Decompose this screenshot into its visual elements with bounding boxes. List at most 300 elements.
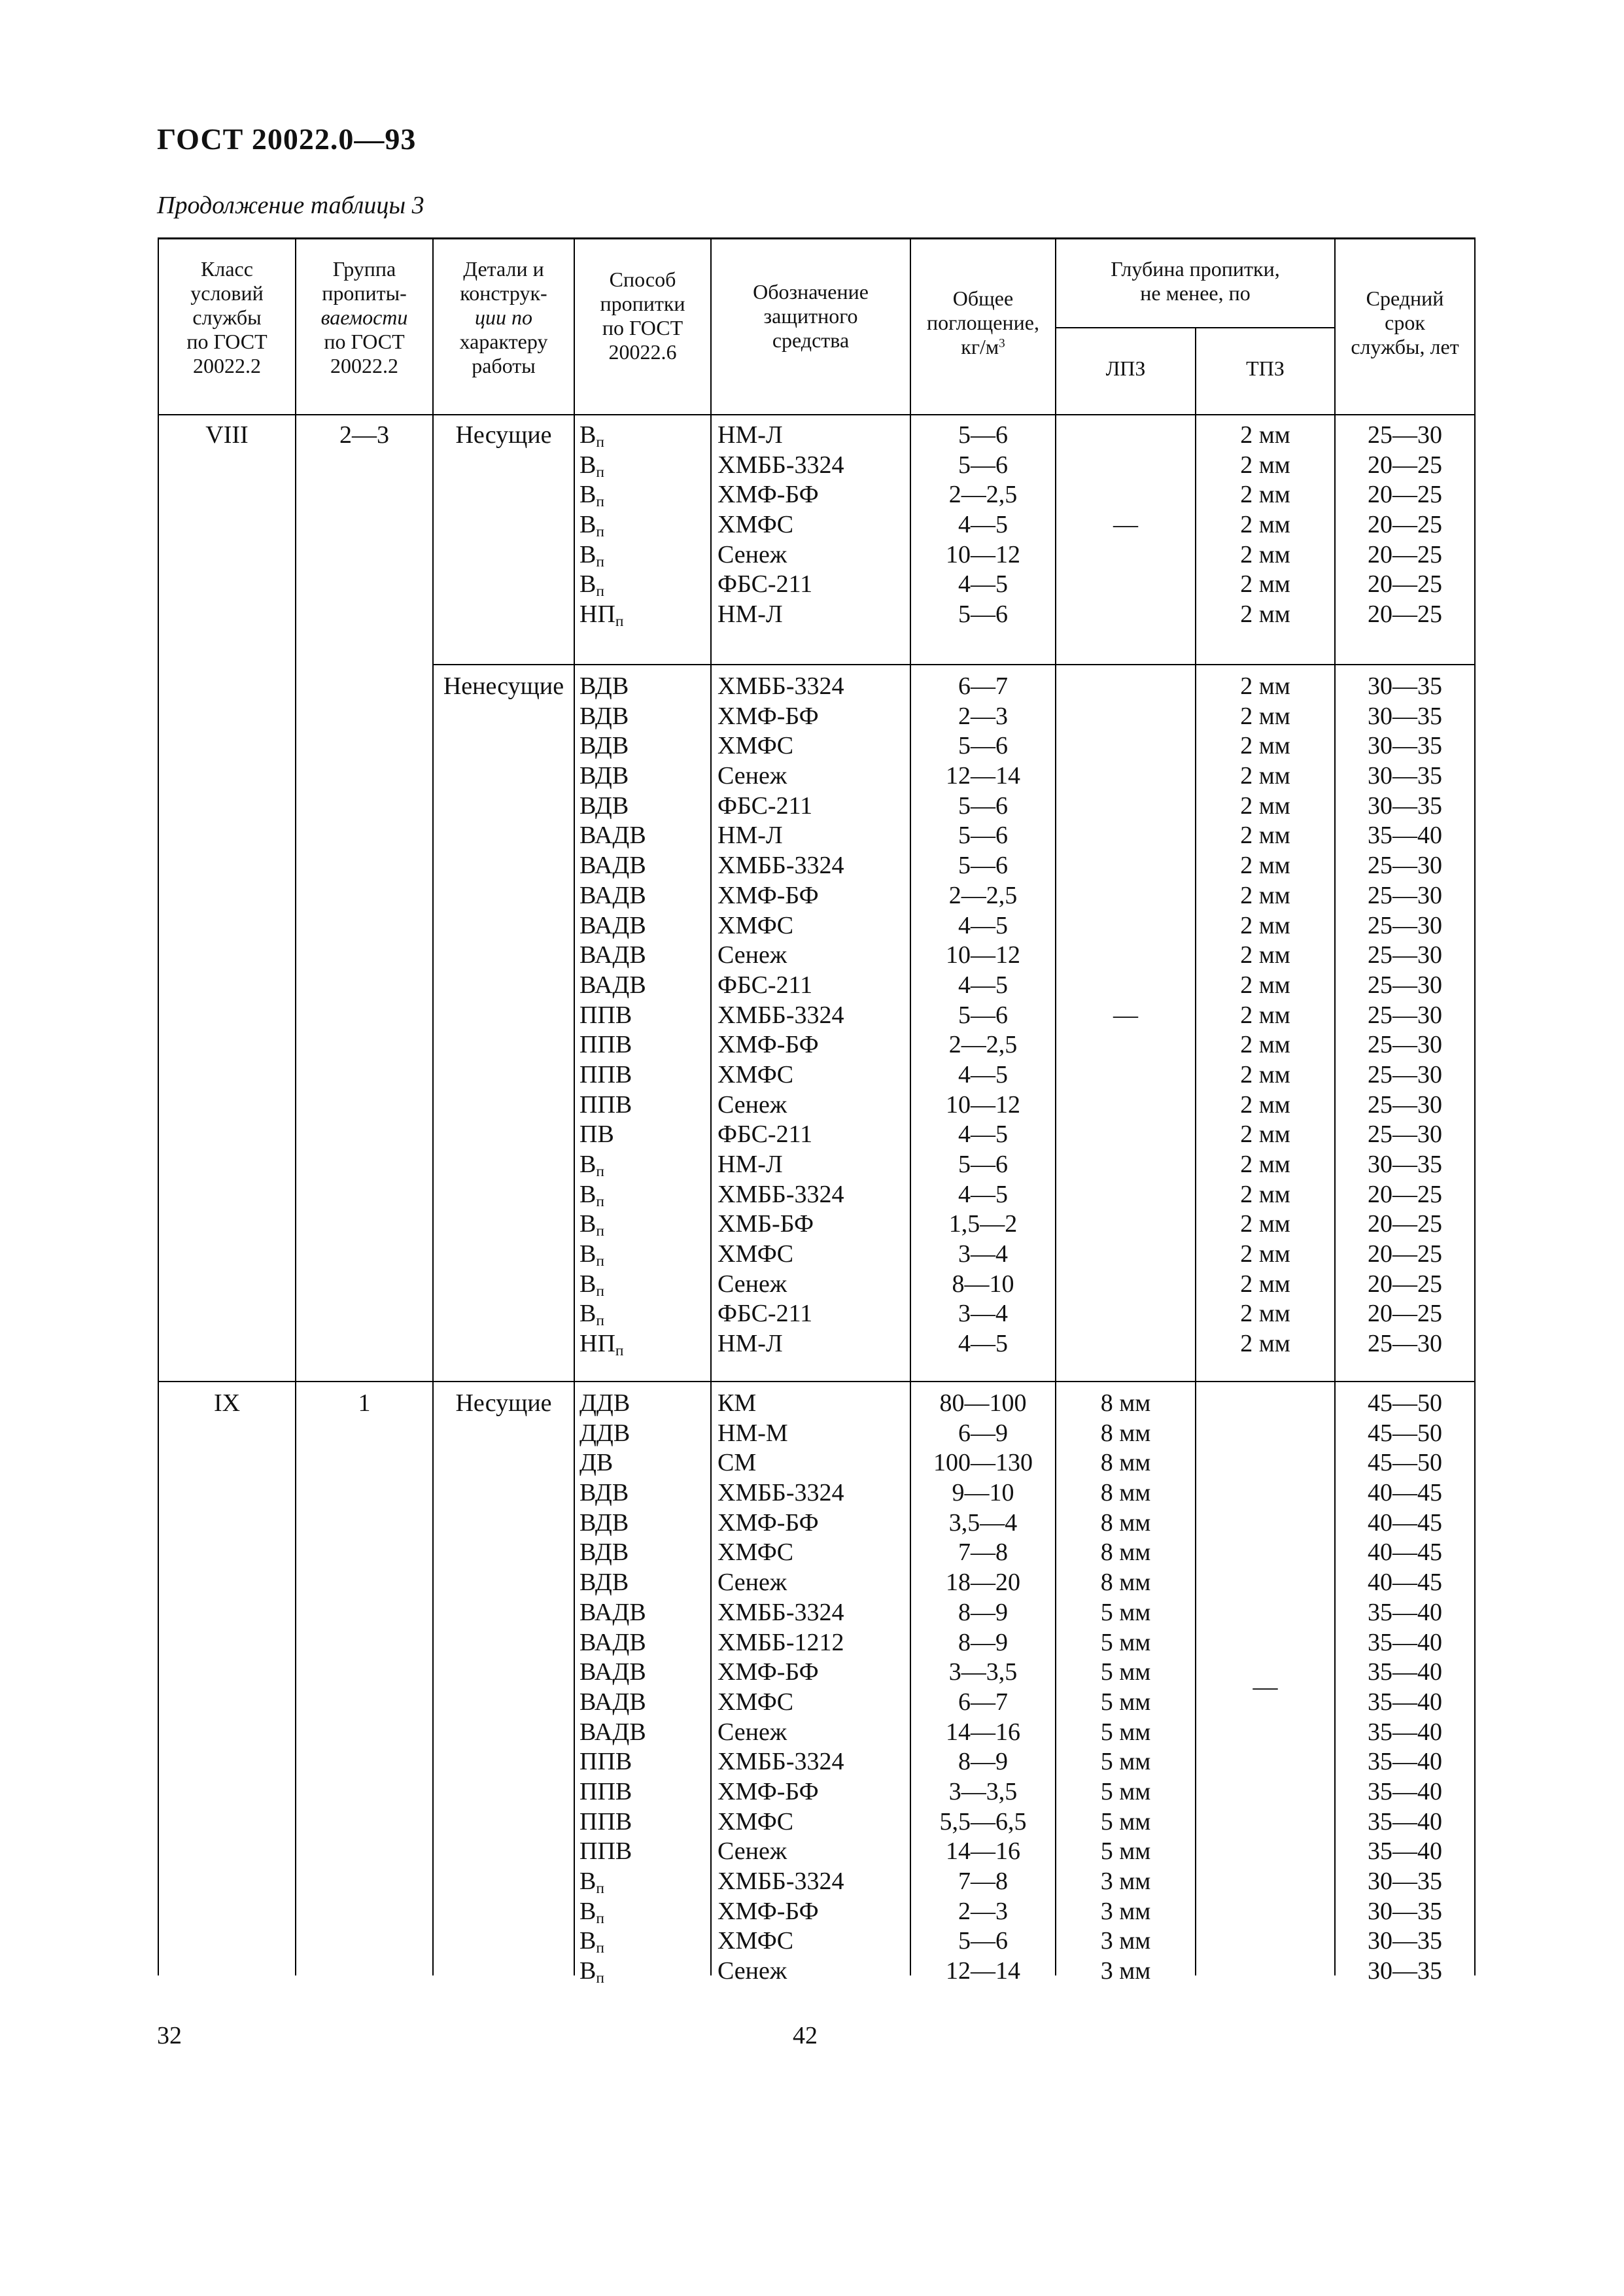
table-cell — [579, 851, 710, 881]
cell-text: 2 мм — [1240, 822, 1290, 850]
table-cell — [911, 1030, 1055, 1060]
table-cell — [1336, 1478, 1474, 1508]
cell-text: 45—50 — [1368, 1419, 1442, 1447]
table-cell — [1336, 1568, 1474, 1598]
table-cell — [911, 1718, 1055, 1748]
table-cell — [1196, 1747, 1334, 1777]
table-cell — [717, 1598, 910, 1628]
table-cell — [1056, 1419, 1195, 1449]
table-cell — [1196, 1419, 1334, 1449]
table-caption: Продолжение таблицы 3 — [157, 192, 424, 219]
table-cell — [1336, 1448, 1474, 1478]
table-cell — [1196, 1867, 1334, 1897]
header-depth — [1056, 252, 1334, 311]
cell-text: ХМБ-БФ — [717, 1210, 814, 1238]
cell-text: 5 мм — [1100, 1598, 1151, 1626]
table-cell — [911, 1299, 1055, 1329]
cell-text: ФБС-211 — [717, 791, 813, 820]
cell-text: 20—25 — [1368, 451, 1442, 479]
table-cell — [717, 1957, 910, 1987]
table-cell — [1196, 1628, 1334, 1658]
cell-text: В — [579, 570, 596, 599]
cell-text: 6—7 — [958, 672, 1008, 700]
table-cell — [911, 1598, 1055, 1628]
cell-text: 2 мм — [1240, 881, 1290, 909]
cell-text: ВДВ — [579, 1508, 629, 1537]
method-subscript: п — [596, 523, 604, 540]
table-cell — [911, 672, 1055, 702]
section-1-col-d — [717, 672, 910, 1359]
col-line-4 — [710, 237, 712, 1975]
table-cell — [1056, 881, 1195, 911]
table-cell — [717, 761, 910, 791]
cell-text: ХМФ-БФ — [717, 1897, 819, 1925]
cell-text: 25—30 — [1368, 421, 1442, 449]
table-cell — [579, 911, 710, 941]
cell-text: 2—2,5 — [948, 481, 1018, 509]
table-cell — [911, 851, 1055, 881]
cell-text: ХМФС — [717, 1060, 794, 1088]
header-details-l4: характеру — [459, 329, 548, 353]
table-cell — [911, 1001, 1055, 1031]
table-cell — [1056, 1478, 1195, 1508]
method-subscript: п — [596, 1192, 604, 1210]
table-cell — [579, 1718, 710, 1748]
table-cell — [717, 672, 910, 702]
header-details-l5: работы — [472, 353, 536, 377]
cell-text: 12—14 — [946, 762, 1020, 790]
cell-text: 25—30 — [1368, 941, 1442, 969]
table-cell — [579, 1538, 710, 1568]
table-cell — [1196, 480, 1334, 510]
table-cell — [1336, 1867, 1474, 1897]
cell-text: 2 мм — [1240, 1031, 1290, 1059]
method-subscript: п — [615, 1342, 624, 1359]
cell-text: 5,5—6,5 — [939, 1807, 1027, 1835]
table-cell — [911, 1807, 1055, 1837]
cell-text: 2 мм — [1240, 732, 1290, 760]
table-cell — [1056, 821, 1195, 851]
cell-text: 30—35 — [1368, 1957, 1442, 1985]
header-details-l2: конструк- — [460, 281, 547, 305]
cell-text: 2 мм — [1240, 702, 1290, 730]
table-cell — [911, 1897, 1055, 1927]
table-cell — [717, 540, 910, 570]
method-subscript: п — [596, 553, 604, 570]
cell-text: Сенеж — [717, 1090, 787, 1119]
cell-text: ХМФС — [717, 1539, 794, 1567]
table-cell — [1196, 1478, 1334, 1508]
cell-text: 5—6 — [958, 732, 1008, 760]
cell-text: 5—6 — [958, 1001, 1008, 1029]
section-detail-2: Несущие — [455, 1389, 552, 1417]
section-2-col-m — [579, 1389, 710, 1987]
cell-text: Сенеж — [717, 1270, 787, 1298]
cell-text: 8 мм — [1100, 1449, 1151, 1477]
cell-text: ВАДВ — [579, 911, 646, 939]
cell-text: 5 мм — [1100, 1748, 1151, 1776]
cell-text: ДВ — [579, 1449, 613, 1477]
table-cell — [1196, 1897, 1334, 1927]
cell-text: 25—30 — [1368, 1060, 1442, 1088]
cell-text: 10—12 — [946, 540, 1020, 568]
header-life-l3: службы, лет — [1351, 334, 1459, 358]
col-line-1 — [295, 237, 296, 1975]
cell-text: КМ — [717, 1389, 757, 1417]
cell-text: В — [579, 1927, 596, 1955]
cell-text: 25—30 — [1368, 1330, 1442, 1358]
cell-text: ХМФ-БФ — [717, 1508, 819, 1537]
cell-text: В — [579, 1957, 596, 1985]
cell-text: ХМФС — [717, 732, 794, 760]
col-line-3 — [574, 237, 575, 1975]
cell-text: Сенеж — [717, 1718, 787, 1746]
cell-text: 40—45 — [1368, 1479, 1442, 1507]
method-subscript: п — [596, 1223, 604, 1240]
cell-text: 5—6 — [958, 1927, 1008, 1955]
table-cell — [1336, 941, 1474, 971]
cell-text: 12—14 — [946, 1957, 1020, 1985]
header-details-l3: ции по — [475, 305, 532, 329]
table-cell — [911, 881, 1055, 911]
cell-text: 2—3 — [958, 1897, 1008, 1925]
table-cell — [1336, 1090, 1474, 1121]
section-1-col-t — [1196, 672, 1334, 1359]
table-cell — [1056, 1448, 1195, 1478]
table-cell — [717, 1030, 910, 1060]
cell-text: ХМББ-3324 — [717, 1598, 844, 1626]
table-cell — [1336, 1150, 1474, 1180]
table-cell — [1196, 1448, 1334, 1478]
cell-text: ХМФС — [717, 1807, 794, 1835]
cell-text: ХМФ-БФ — [717, 1658, 819, 1686]
table-cell — [1336, 672, 1474, 702]
cell-text: ВАДВ — [579, 822, 646, 850]
cell-text: НМ-Л — [717, 1151, 783, 1178]
cell-text: ХМФС — [717, 1927, 794, 1955]
table-cell — [1196, 1329, 1334, 1359]
table-cell — [579, 1598, 710, 1628]
table-cell — [1336, 911, 1474, 941]
table-cell — [911, 731, 1055, 761]
table-cell — [1056, 1747, 1195, 1777]
table-cell — [1056, 1568, 1195, 1598]
table-cell — [1336, 510, 1474, 540]
table-cell — [579, 421, 710, 451]
table-cell — [1056, 421, 1195, 451]
table-cell — [1056, 1001, 1195, 1031]
section-1-col-l — [1056, 672, 1195, 1359]
cell-text: 8 мм — [1100, 1479, 1151, 1507]
header-group — [296, 252, 432, 383]
table-cell — [717, 911, 910, 941]
cell-text: ФБС-211 — [717, 570, 813, 599]
table-cell — [579, 821, 710, 851]
table-cell — [911, 1837, 1055, 1867]
table-cell — [717, 1389, 910, 1419]
table-cell — [717, 1001, 910, 1031]
table-cell — [911, 1120, 1055, 1150]
table-cell — [1196, 1837, 1334, 1867]
table-cell — [579, 1926, 710, 1957]
table-cell — [1056, 761, 1195, 791]
table-cell — [579, 702, 710, 732]
table-cell — [1336, 1270, 1474, 1300]
cell-text: 3 мм — [1100, 1957, 1151, 1985]
cell-text: 3—4 — [958, 1240, 1008, 1268]
table-cell — [1056, 1030, 1195, 1060]
table-cell — [1196, 510, 1334, 540]
table-cell — [579, 761, 710, 791]
cell-text: 25—30 — [1368, 971, 1442, 999]
table-cell — [1196, 1180, 1334, 1210]
cell-text: В — [579, 1180, 596, 1208]
table-cell — [579, 1568, 710, 1598]
cell-text: 2 мм — [1240, 1060, 1290, 1088]
cell-text: 2 мм — [1240, 762, 1290, 790]
cell-text: ПВ — [579, 1121, 614, 1149]
table-cell — [1196, 421, 1334, 451]
header-depth-l2: не менее, по — [1140, 281, 1251, 305]
table-cell — [1336, 600, 1474, 630]
table-cell — [1056, 1538, 1195, 1568]
table-cell — [717, 881, 910, 911]
table-cell — [1196, 1568, 1334, 1598]
table-cell — [717, 1120, 910, 1150]
table-cell — [1196, 881, 1334, 911]
section-detail-0: Несущие — [455, 421, 552, 449]
table-cell — [911, 510, 1055, 540]
cell-text: 18—20 — [946, 1569, 1020, 1597]
table-cell — [579, 1389, 710, 1419]
cell-text: 40—45 — [1368, 1569, 1442, 1597]
table-cell — [1196, 1030, 1334, 1060]
section-group-0: 2—3 — [339, 421, 389, 449]
table-cell — [579, 941, 710, 971]
table-cell — [911, 480, 1055, 510]
section-divider-viii-nonbearing — [432, 664, 1476, 665]
table-cell — [1336, 1001, 1474, 1031]
section-lpz-merged-1: — — [1113, 1001, 1138, 1029]
table-cell — [1336, 1957, 1474, 1987]
table-cell — [717, 941, 910, 971]
table-cell — [717, 702, 910, 732]
table-cell — [911, 821, 1055, 851]
table-cell — [911, 1538, 1055, 1568]
table-cell — [717, 1568, 910, 1598]
table-cell — [579, 881, 710, 911]
table-cell — [1336, 1389, 1474, 1419]
cell-text: 2—2,5 — [948, 1031, 1018, 1059]
table-cell — [1196, 1150, 1334, 1180]
header-designation — [712, 277, 910, 355]
cell-text: ВАДВ — [579, 1628, 646, 1656]
cell-text: ВАДВ — [579, 1688, 646, 1716]
table-cell — [911, 1329, 1055, 1359]
table-cell — [717, 421, 910, 451]
section-group-2: 1 — [358, 1389, 371, 1417]
section-0-col-y — [1336, 421, 1474, 630]
section-0-col-l — [1056, 421, 1195, 630]
absorption-exponent: 3 — [999, 336, 1005, 350]
table-cell — [579, 1270, 710, 1300]
table-cell — [911, 1478, 1055, 1508]
cell-text: 100—130 — [933, 1449, 1033, 1477]
cell-text: В — [579, 511, 596, 539]
col-line-0 — [158, 237, 159, 1975]
cell-text: ХМФС — [717, 911, 794, 939]
table-cell — [1056, 1926, 1195, 1957]
cell-text: 35—40 — [1368, 1718, 1442, 1746]
table-cell — [1196, 941, 1334, 971]
header-life-l1: Средний — [1366, 286, 1444, 310]
table-cell — [1056, 1837, 1195, 1867]
table-cell — [579, 1180, 710, 1210]
table-cell — [579, 971, 710, 1001]
col-line-2 — [432, 237, 434, 1975]
section-2-col-l — [1056, 1389, 1195, 1987]
method-subscript: п — [596, 1312, 604, 1330]
table-cell — [1196, 1270, 1334, 1300]
method-subscript: п — [596, 433, 604, 451]
cell-text: 5 мм — [1100, 1658, 1151, 1686]
table-cell — [579, 510, 710, 540]
table-cell — [717, 1747, 910, 1777]
table-cell — [1196, 1001, 1334, 1031]
cell-text: В — [579, 1300, 596, 1328]
header-designation-l1: Обозначение — [753, 279, 869, 304]
table-cell — [717, 851, 910, 881]
table-cell — [911, 971, 1055, 1001]
table-cell — [1056, 1688, 1195, 1718]
table-cell — [1056, 731, 1195, 761]
table-cell — [911, 421, 1055, 451]
table-cell — [717, 1329, 910, 1359]
table-cell — [717, 480, 910, 510]
cell-text: ППВ — [579, 1807, 632, 1835]
table-cell — [1336, 1926, 1474, 1957]
table-cell — [1336, 451, 1474, 481]
cell-text: 5—6 — [958, 852, 1008, 880]
table-cell — [911, 451, 1055, 481]
table-cell — [579, 1628, 710, 1658]
table-cell — [1336, 821, 1474, 851]
document-title: ГОСТ 20022.0—93 — [157, 122, 417, 156]
col-line-9 — [1474, 237, 1476, 1975]
cell-text: ВДВ — [579, 1479, 629, 1507]
table-cell — [1196, 1688, 1334, 1718]
table-cell — [579, 1837, 710, 1867]
table-cell — [1056, 1329, 1195, 1359]
table-cell — [1336, 1897, 1474, 1927]
table-cell — [717, 1718, 910, 1748]
section-1-col-m — [579, 672, 710, 1359]
cell-text: 3 мм — [1100, 1868, 1151, 1895]
cell-text: ХМФ-БФ — [717, 881, 819, 909]
table-cell — [1336, 1688, 1474, 1718]
cell-text: 3—3,5 — [948, 1658, 1018, 1686]
table-cell — [717, 1658, 910, 1688]
section-2-col-a — [911, 1389, 1055, 1987]
cell-text: 2 мм — [1240, 421, 1290, 449]
table-cell — [1336, 480, 1474, 510]
cell-text: 2 мм — [1240, 1210, 1290, 1238]
table-cell — [911, 1747, 1055, 1777]
table-cell — [1056, 1658, 1195, 1688]
table-cell — [1196, 1718, 1334, 1748]
table-cell — [911, 1867, 1055, 1897]
cell-text: 4—5 — [958, 1330, 1008, 1358]
cell-text: ВДВ — [579, 1569, 629, 1597]
cell-text: 7—8 — [958, 1539, 1008, 1567]
table-cell — [1056, 971, 1195, 1001]
header-class-l2: условий — [190, 281, 264, 305]
cell-text: 2 мм — [1240, 941, 1290, 969]
cell-text: 2 мм — [1240, 1270, 1290, 1298]
cell-text: 2 мм — [1240, 481, 1290, 509]
cell-text: 6—7 — [958, 1688, 1008, 1716]
table-cell — [1336, 421, 1474, 451]
table-cell — [717, 1090, 910, 1121]
table-cell — [1056, 480, 1195, 510]
cell-text: ФБС-211 — [717, 1121, 813, 1149]
cell-text: ХМББ-3324 — [717, 1868, 844, 1895]
table-cell — [1336, 731, 1474, 761]
table-cell — [1196, 1120, 1334, 1150]
cell-text: ХМФ-БФ — [717, 1777, 819, 1805]
table-cell — [1056, 1957, 1195, 1987]
table-cell — [1196, 1090, 1334, 1121]
cell-text: 2 мм — [1240, 672, 1290, 700]
table-cell — [1056, 1508, 1195, 1539]
table-cell — [1196, 731, 1334, 761]
table-cell — [717, 1628, 910, 1658]
header-absorption — [911, 283, 1055, 362]
section-1-col-y — [1336, 672, 1474, 1359]
cell-text: 2 мм — [1240, 1180, 1290, 1208]
table-cell — [1336, 1628, 1474, 1658]
table-cell — [1336, 1120, 1474, 1150]
table-cell — [579, 1120, 710, 1150]
method-subscript: п — [596, 1909, 604, 1927]
table-cell — [579, 451, 710, 481]
table-cell — [717, 1419, 910, 1449]
cell-text: ВДВ — [579, 702, 629, 730]
cell-text: НМ-Л — [717, 822, 783, 850]
section-divider-ix — [158, 1381, 1476, 1382]
section-2-col-y — [1336, 1389, 1474, 1987]
table-cell — [911, 1926, 1055, 1957]
table-cell — [1336, 1240, 1474, 1270]
cell-text: НМ-Л — [717, 421, 783, 449]
cell-text: 2—3 — [958, 702, 1008, 730]
table-cell — [911, 702, 1055, 732]
table-cell — [1056, 1120, 1195, 1150]
table-cell — [1056, 1150, 1195, 1180]
header-absorption-l3 — [927, 335, 1039, 359]
table-cell — [1336, 791, 1474, 822]
table-cell — [1056, 451, 1195, 481]
section-2-col-t — [1196, 1389, 1334, 1987]
method-subscript: п — [596, 1939, 604, 1957]
cell-text: ХМББ-3324 — [717, 1001, 844, 1029]
cell-text: ВДВ — [579, 1539, 629, 1567]
cell-text: 10—12 — [946, 941, 1020, 969]
table-cell — [717, 510, 910, 540]
cell-text: 35—40 — [1368, 1807, 1442, 1835]
table-cell — [911, 1090, 1055, 1121]
table-cell — [1336, 1837, 1474, 1867]
